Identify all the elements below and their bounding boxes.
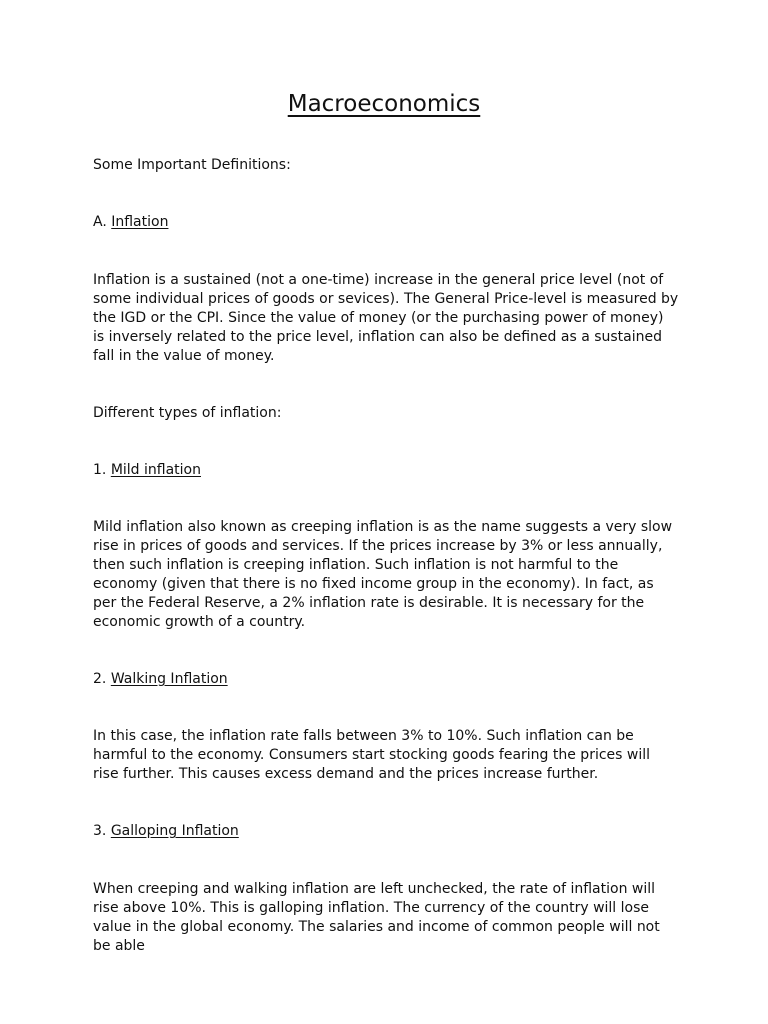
page-title: Macroeconomics [287, 91, 481, 117]
section-a-body: Inflation is a sustained (not a one-time) increase in the general price level (not of some individual prices of goods or sevices). The General Price-level is measured by the IGD or the CPI. Since the value of money (or the purchasing power of money) is inversely related to the price level, inflation can also be defined as a sustained fall in the value of money. [93, 272, 679, 364]
intro-text: Some Important Definitions: [93, 157, 291, 173]
type-2-body: In this case, the inflation rate falls between 3% to 10%. Such inflation can be harmful to the economy. Consumers start stocking goods fearing the prices will rise further. This causes excess demand and the prices increase further. [93, 728, 651, 782]
type-1-body: Mild inflation also known as creeping inflation is as the name suggests a very slow rise in prices of goods and services. If the prices increase by 3% or less annually, then such inflation is creeping inflation. Such inflation is not harmful to the economy (given that there is no fixed income group in the economy). In fact, as per the Federal Reserve, a 2% inflation rate is desirable. It is necessary for the economic growth of a country. [93, 519, 673, 630]
section-a-title: Inflation [111, 214, 169, 230]
type-2-title: Walking Inflation [110, 671, 228, 687]
section-a-heading [93, 213, 168, 232]
section-a-prefix: A. [93, 214, 107, 230]
type-1-heading [93, 461, 201, 480]
type-3-prefix: 3. [93, 823, 107, 839]
types-heading: Different types of inflation: [93, 405, 282, 421]
type-3-body: When creeping and walking inflation are left unchecked, the rate of inflation will rise above 10%. This is galloping inflation. The currency of the country will lose value in the global economy. The salaries and income of common people will not be able [93, 881, 660, 954]
type-1-title: Mild inflation [110, 462, 201, 478]
type-3-heading [93, 822, 239, 841]
type-2-heading [93, 670, 228, 689]
type-2-prefix: 2. [93, 671, 107, 687]
type-1-prefix: 1. [93, 462, 107, 478]
type-3-title: Galloping Inflation [110, 823, 239, 839]
